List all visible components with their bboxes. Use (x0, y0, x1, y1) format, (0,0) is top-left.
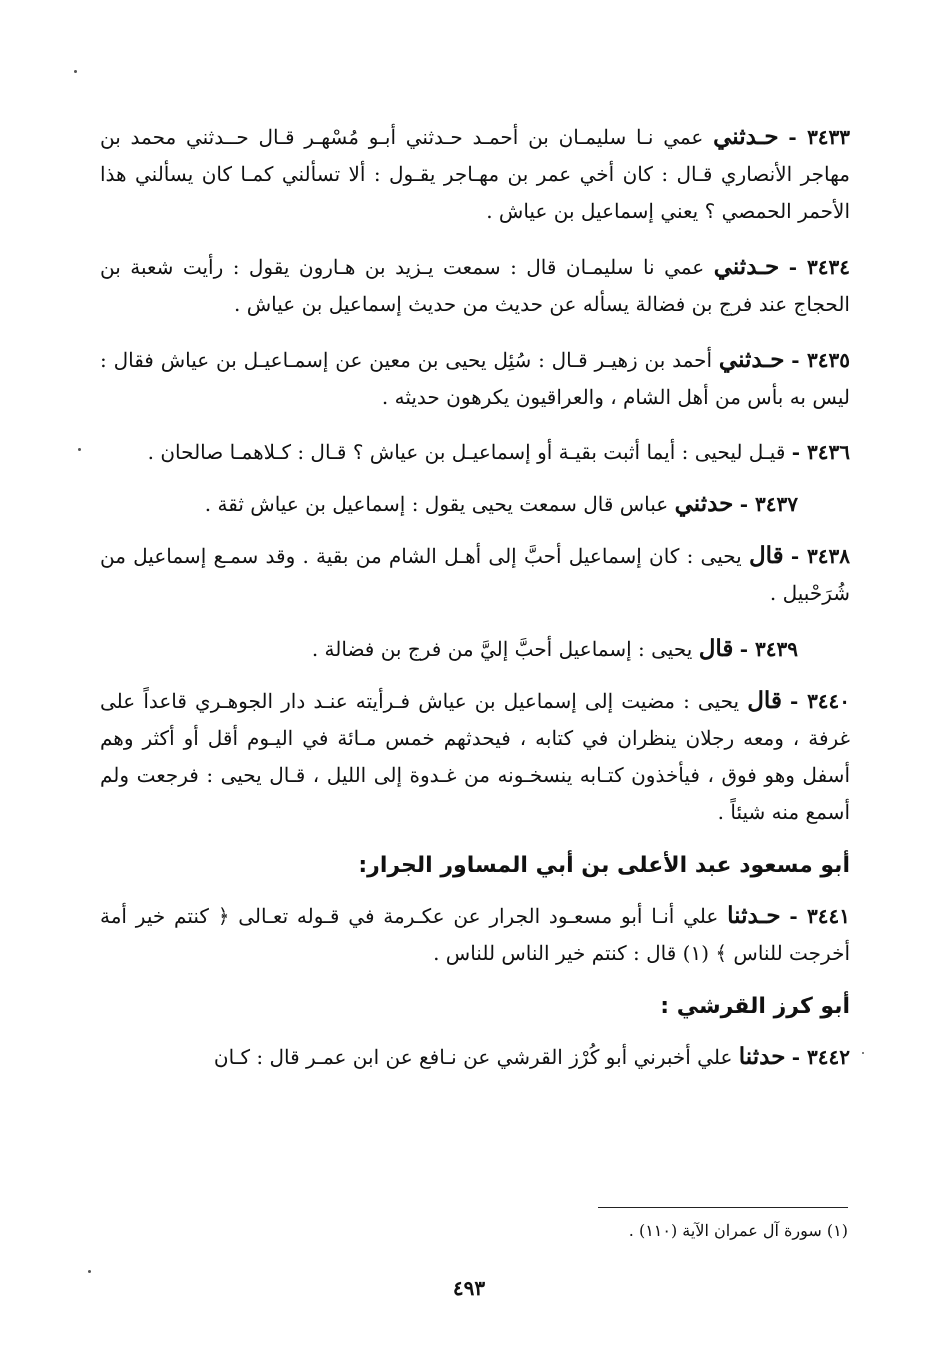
entry-3440 (100, 682, 850, 831)
entry-number: ٣٤٤٠ - (790, 689, 851, 713)
entry-keyword: قال (698, 635, 734, 662)
entry-number: ٣٤٣٤ - (788, 255, 851, 279)
entry-text: عباس قال سمعت يحيى يقول : إسماعيل بن عياش ثقة . (204, 492, 675, 516)
entry-text: يحيى : مضيت إلى إسماعيل بن عياش فـرأيته عنـد دار الجوهـري قاعداً على غرفة ، ومعه رجلان ينظران في كتابه ، فيحدثهم خمس مـائة في اليـوم أقل أو أكثر وهم أسفل وهو فوق ، فيأخذون كتـابه ينسخـونه من غـدوة إلى الليل ، قـال يحيى : فرجعت ولم أسمع منه شيئاً . (100, 689, 850, 824)
entry-text: عمي نـا سليمـان بن أحمـد حـدثني أبـو مُسْهـر قـال حــدثني محمد بن مهاجر الأنصاري قـال : كان أخي عمر بن مهـاجر يقـول : ألا تسألني كمـا كان يسألني هذا الأحمر الحمصي ؟ يعني إسماعيل بن عياش . (100, 125, 850, 223)
entry-number: ٣٤٣٨ - (790, 544, 851, 568)
footnote: (١) سورة آل عمران الآية (١١٠) . (628, 1221, 848, 1240)
entry-number: ٣٤٤١ - (789, 904, 851, 928)
entry-3434 (100, 248, 850, 323)
entry-3441 (100, 897, 850, 972)
entry-text: علي أخبرني أبو كُرْز القرشي عن نـافع عن ابن عمـر قال : كـان (213, 1045, 739, 1069)
entry-3437 (100, 485, 850, 523)
entry-number: ٣٤٣٣ - (788, 125, 851, 149)
entry-keyword: حـدثني (713, 253, 780, 280)
entry-3435 (100, 341, 850, 416)
scan-speck (88, 1270, 91, 1273)
entry-3433 (100, 118, 850, 230)
entry-text: عمي نا سليمـان قال : سمعت يـزيد بن هـارون يقول : رأيت شعبة بن الحجاج عند فرج بن فضالة يسأله عن حديث من حديث إسماعيل بن عياش . (100, 255, 850, 316)
scan-speck (78, 448, 81, 451)
entry-3442 (100, 1038, 850, 1076)
footnote-divider (598, 1207, 848, 1208)
entry-keyword: حـدثني (713, 123, 779, 150)
entry-text: قيـل ليحيى : أيما أثبت بقيـة أو إسماعيـل بن عياش ؟ قـال : كـلاهمـا صالحان . (147, 440, 792, 464)
entry-number: ٣٤٣٥ - (791, 348, 850, 372)
entry-number: ٣٤٣٦ - (791, 440, 850, 464)
entry-keyword: حدثنا (738, 1043, 786, 1070)
entry-3436 (100, 434, 850, 471)
scan-speck (862, 1052, 864, 1054)
entry-keyword: حـدثني (718, 346, 785, 373)
entry-3438 (100, 537, 850, 612)
entry-text: أحمد بن زهيـر قـال : سُئِل يحيى بن معين عن إسمـاعيـل بن عياش فقال : ليس به بأس من أهل الشام ، والعراقيون يكرهون حديثه . (100, 348, 850, 409)
entry-text: يحيى : إسماعيل أحبَّ إليَّ من فرج بن فضالة . (311, 637, 699, 661)
page-number: ٤٩٣ (452, 1276, 486, 1300)
entry-3439 (100, 630, 850, 668)
entry-number: ٣٤٣٩ - (739, 637, 798, 661)
entry-keyword: قال (747, 687, 782, 714)
scan-speck (74, 70, 77, 73)
section-heading-abu-kurz: أبو كرز القرشي : (660, 994, 850, 1019)
entry-number: ٣٤٣٧ - (739, 492, 798, 516)
page-body (100, 118, 850, 1094)
entry-text: يحيى : كان إسماعيل أحبَّ إلى أهـل الشام من بقية . وقد سمـع إسماعيل من شُرَحْبيل . (100, 544, 850, 605)
entry-number: ٣٤٤٢ - (791, 1045, 850, 1069)
entry-keyword: حدثني (674, 490, 734, 517)
entry-text: علي أنـا أبو مسعـود الجرار عن عكـرمة في قـوله تعـالى ﴿ كنتم خير أمة أخرجت للناس ﴾ (١) قال : كنتم خير الناس للناس . (100, 904, 850, 965)
section-heading-abu-masud: أبو مسعود عبد الأعلى بن أبي المساور الجرار: (358, 853, 850, 878)
entry-keyword: قال (748, 542, 784, 569)
entry-keyword: حـدثنا (727, 902, 781, 929)
